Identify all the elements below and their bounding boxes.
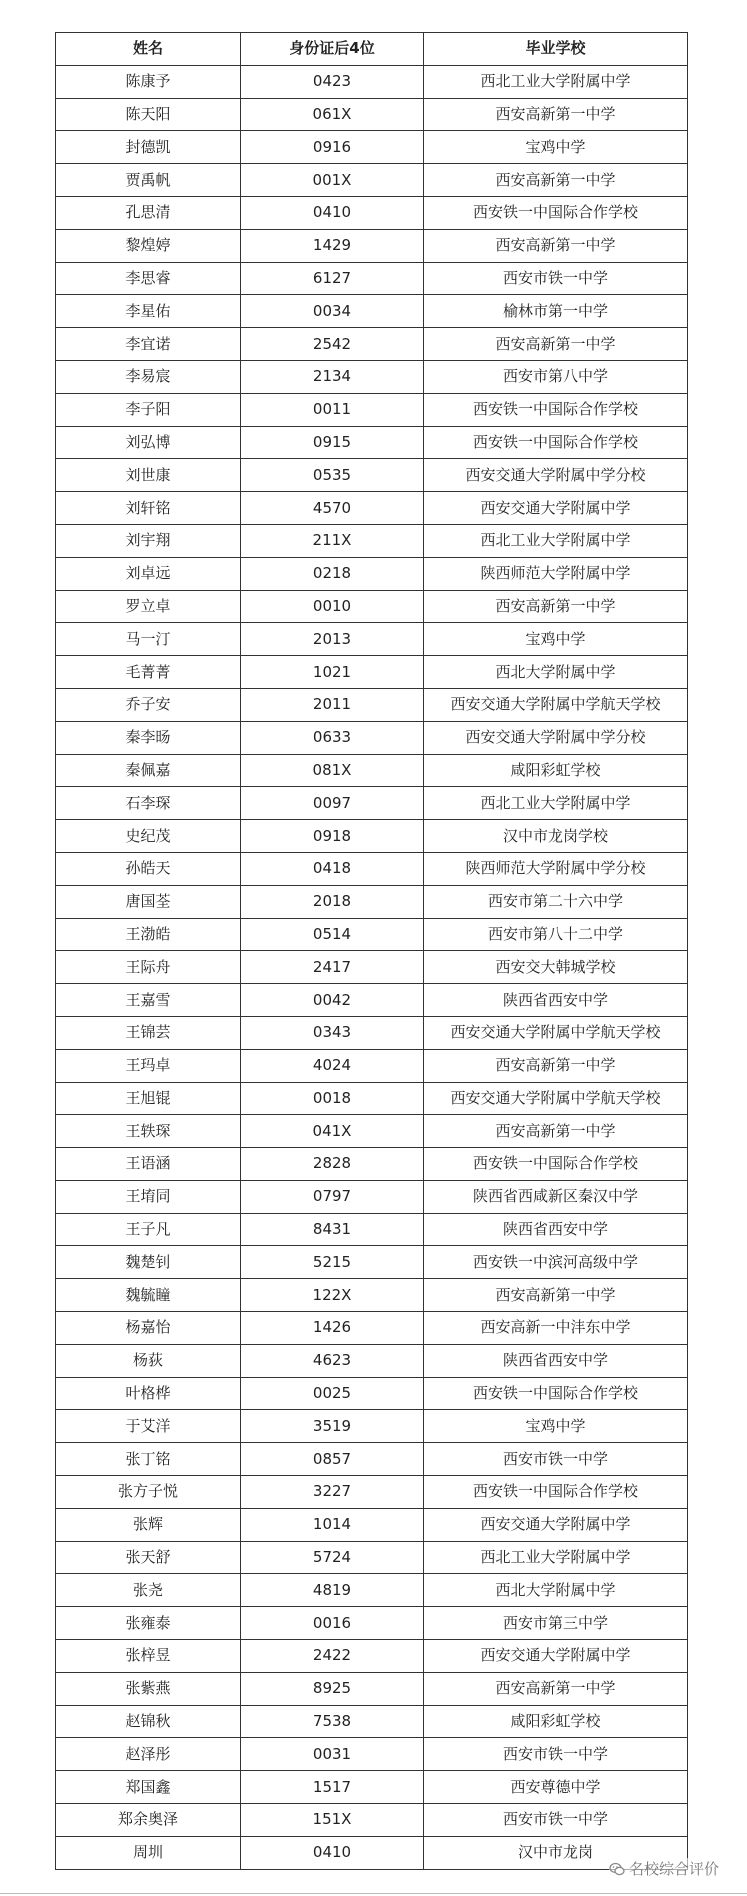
cell-school: 西安交通大学附属中学 [424, 1640, 688, 1673]
cell-school: 西安铁一中国际合作学校 [424, 393, 688, 426]
table-row [56, 1180, 688, 1213]
cell-school: 西安市第八中学 [424, 360, 688, 393]
cell-id-last4: 081X [241, 754, 424, 787]
cell-id-last4: 2417 [241, 951, 424, 984]
cell-id-last4: 4819 [241, 1574, 424, 1607]
cell-name: 魏毓瞳 [56, 1279, 241, 1312]
cell-name: 王语涵 [56, 1148, 241, 1181]
cell-id-last4: 4570 [241, 492, 424, 525]
table-row [56, 459, 688, 492]
cell-school: 汉中市龙岗学校 [424, 820, 688, 853]
cell-name: 贾禹帆 [56, 164, 241, 197]
cell-school: 西北大学附属中学 [424, 1574, 688, 1607]
cell-id-last4: 0034 [241, 295, 424, 328]
cell-name: 刘轩铭 [56, 492, 241, 525]
cell-name: 张紫燕 [56, 1672, 241, 1705]
cell-school: 西北工业大学附属中学 [424, 787, 688, 820]
table-row [56, 295, 688, 328]
table-row [56, 590, 688, 623]
cell-id-last4: 0423 [241, 65, 424, 98]
wechat-icon [609, 1861, 625, 1877]
table-row [56, 328, 688, 361]
cell-id-last4: 1429 [241, 229, 424, 262]
cell-name: 史纪茂 [56, 820, 241, 853]
cell-school: 西安高新第一中学 [424, 328, 688, 361]
cell-id-last4: 2542 [241, 328, 424, 361]
header-row [56, 33, 688, 66]
cell-id-last4: 0343 [241, 1016, 424, 1049]
cell-name: 张丁铭 [56, 1443, 241, 1476]
cell-school: 西安高新第一中学 [424, 1279, 688, 1312]
cell-name: 王轶琛 [56, 1115, 241, 1148]
cell-id-last4: 0633 [241, 721, 424, 754]
cell-name: 孙皓天 [56, 852, 241, 885]
table-row [56, 360, 688, 393]
cell-id-last4: 4024 [241, 1049, 424, 1082]
cell-id-last4: 122X [241, 1279, 424, 1312]
cell-school: 西安交通大学附属中学 [424, 1508, 688, 1541]
cell-id-last4: 0535 [241, 459, 424, 492]
cell-id-last4: 0016 [241, 1607, 424, 1640]
table-row [56, 754, 688, 787]
cell-name: 魏楚钊 [56, 1246, 241, 1279]
cell-name: 杨嘉怡 [56, 1312, 241, 1345]
cell-school: 西安交通大学附属中学航天学校 [424, 1082, 688, 1115]
cell-id-last4: 0218 [241, 557, 424, 590]
cell-school: 西安高新一中沣东中学 [424, 1312, 688, 1345]
cell-school: 西安市第八十二中学 [424, 918, 688, 951]
cell-id-last4: 0797 [241, 1180, 424, 1213]
table-row [56, 131, 688, 164]
table-row [56, 196, 688, 229]
cell-school: 西安市第三中学 [424, 1607, 688, 1640]
cell-school: 汉中市龙岗 [424, 1836, 688, 1869]
cell-name: 李宜诺 [56, 328, 241, 361]
cell-id-last4: 0915 [241, 426, 424, 459]
cell-name: 乔子安 [56, 688, 241, 721]
cell-name: 王锦芸 [56, 1016, 241, 1049]
cell-id-last4: 061X [241, 98, 424, 131]
cell-school: 西安高新第一中学 [424, 98, 688, 131]
table-row [56, 1574, 688, 1607]
cell-id-last4: 0042 [241, 984, 424, 1017]
table-row [56, 787, 688, 820]
table-row [56, 1607, 688, 1640]
cell-id-last4: 0018 [241, 1082, 424, 1115]
table-row [56, 1443, 688, 1476]
table-row [56, 688, 688, 721]
bottom-divider [0, 1893, 747, 1894]
table-row [56, 984, 688, 1017]
cell-name: 石李琛 [56, 787, 241, 820]
header-school: 毕业学校 [424, 33, 688, 66]
cell-id-last4: 0010 [241, 590, 424, 623]
cell-name: 张尧 [56, 1574, 241, 1607]
table-row [56, 1016, 688, 1049]
table-row [56, 393, 688, 426]
cell-id-last4: 2011 [241, 688, 424, 721]
cell-school: 陕西师范大学附属中学 [424, 557, 688, 590]
cell-school: 西安高新第一中学 [424, 229, 688, 262]
cell-name: 李易宸 [56, 360, 241, 393]
cell-school: 西安交通大学附属中学分校 [424, 721, 688, 754]
table-row [56, 1246, 688, 1279]
cell-name: 封德凯 [56, 131, 241, 164]
cell-id-last4: 0031 [241, 1738, 424, 1771]
cell-name: 郑余奥泽 [56, 1804, 241, 1837]
cell-id-last4: 8925 [241, 1672, 424, 1705]
cell-school: 西北大学附属中学 [424, 656, 688, 689]
cell-name: 刘宇翔 [56, 524, 241, 557]
cell-school: 西安交通大学附属中学 [424, 492, 688, 525]
cell-name: 赵泽彤 [56, 1738, 241, 1771]
cell-school: 陕西省西安中学 [424, 1344, 688, 1377]
cell-name: 罗立卓 [56, 590, 241, 623]
cell-school: 西安高新第一中学 [424, 1049, 688, 1082]
cell-name: 王嘉雪 [56, 984, 241, 1017]
cell-id-last4: 001X [241, 164, 424, 197]
table-row [56, 1213, 688, 1246]
cell-school: 西安铁一中国际合作学校 [424, 1476, 688, 1509]
table-row [56, 98, 688, 131]
cell-name: 陈康予 [56, 65, 241, 98]
cell-school: 西北工业大学附属中学 [424, 1541, 688, 1574]
cell-school: 西安高新第一中学 [424, 1115, 688, 1148]
table-row [56, 885, 688, 918]
cell-school: 西安市铁一中学 [424, 262, 688, 295]
cell-name: 王渤皓 [56, 918, 241, 951]
cell-name: 张梓昱 [56, 1640, 241, 1673]
watermark [609, 1858, 719, 1879]
cell-name: 李思睿 [56, 262, 241, 295]
cell-name: 周圳 [56, 1836, 241, 1869]
cell-name: 于艾洋 [56, 1410, 241, 1443]
cell-school: 宝鸡中学 [424, 131, 688, 164]
cell-school: 西安交通大学附属中学航天学校 [424, 1016, 688, 1049]
cell-id-last4: 1426 [241, 1312, 424, 1345]
table-row [56, 918, 688, 951]
cell-name: 郑国鑫 [56, 1771, 241, 1804]
cell-id-last4: 151X [241, 1804, 424, 1837]
cell-id-last4: 0410 [241, 196, 424, 229]
cell-id-last4: 0918 [241, 820, 424, 853]
cell-id-last4: 2013 [241, 623, 424, 656]
cell-school: 陕西省西安中学 [424, 1213, 688, 1246]
table-row [56, 1082, 688, 1115]
table-row [56, 951, 688, 984]
cell-school: 西安尊德中学 [424, 1771, 688, 1804]
cell-id-last4: 2134 [241, 360, 424, 393]
table-row [56, 1738, 688, 1771]
cell-id-last4: 0025 [241, 1377, 424, 1410]
table-row [56, 656, 688, 689]
cell-name: 王旭锟 [56, 1082, 241, 1115]
cell-name: 唐国荃 [56, 885, 241, 918]
cell-name: 张天舒 [56, 1541, 241, 1574]
cell-school: 宝鸡中学 [424, 623, 688, 656]
header-name: 姓名 [56, 33, 241, 66]
cell-id-last4: 2422 [241, 1640, 424, 1673]
cell-id-last4: 8431 [241, 1213, 424, 1246]
table-row [56, 557, 688, 590]
cell-id-last4: 3519 [241, 1410, 424, 1443]
table-row [56, 65, 688, 98]
cell-school: 西安高新第一中学 [424, 590, 688, 623]
table-row [56, 492, 688, 525]
cell-school: 西安交通大学附属中学航天学校 [424, 688, 688, 721]
table-row [56, 1705, 688, 1738]
cell-id-last4: 3227 [241, 1476, 424, 1509]
cell-school: 西安铁一中国际合作学校 [424, 1148, 688, 1181]
table-row [56, 820, 688, 853]
table-row [56, 1377, 688, 1410]
cell-id-last4: 4623 [241, 1344, 424, 1377]
cell-school: 咸阳彩虹学校 [424, 754, 688, 787]
table-row [56, 262, 688, 295]
cell-school: 西安铁一中滨河高级中学 [424, 1246, 688, 1279]
table-row [56, 524, 688, 557]
cell-school: 西安铁一中国际合作学校 [424, 1377, 688, 1410]
cell-name: 王玛卓 [56, 1049, 241, 1082]
table-row [56, 1640, 688, 1673]
cell-school: 西安铁一中国际合作学校 [424, 196, 688, 229]
cell-name: 秦佩嘉 [56, 754, 241, 787]
cell-school: 西安市铁一中学 [424, 1804, 688, 1837]
cell-school: 西北工业大学附属中学 [424, 65, 688, 98]
cell-id-last4: 0097 [241, 787, 424, 820]
cell-school: 宝鸡中学 [424, 1410, 688, 1443]
table-row [56, 1541, 688, 1574]
cell-name: 王子凡 [56, 1213, 241, 1246]
table-row [56, 1508, 688, 1541]
cell-id-last4: 2828 [241, 1148, 424, 1181]
table-row [56, 1836, 688, 1869]
cell-name: 刘弘博 [56, 426, 241, 459]
cell-school: 西安高新第一中学 [424, 1672, 688, 1705]
table-row [56, 1115, 688, 1148]
table-row [56, 164, 688, 197]
cell-school: 榆林市第一中学 [424, 295, 688, 328]
cell-id-last4: 1014 [241, 1508, 424, 1541]
table-body [56, 65, 688, 1869]
cell-school: 陕西师范大学附属中学分校 [424, 852, 688, 885]
table-row [56, 721, 688, 754]
cell-school: 西安交大韩城学校 [424, 951, 688, 984]
table-row [56, 1279, 688, 1312]
cell-name: 孔思清 [56, 196, 241, 229]
table-row [56, 1049, 688, 1082]
cell-school: 西安高新第一中学 [424, 164, 688, 197]
table-row [56, 1771, 688, 1804]
table-row [56, 623, 688, 656]
cell-name: 叶格桦 [56, 1377, 241, 1410]
cell-name: 赵锦秋 [56, 1705, 241, 1738]
cell-id-last4: 5724 [241, 1541, 424, 1574]
cell-school: 陕西省西安中学 [424, 984, 688, 1017]
cell-id-last4: 0418 [241, 852, 424, 885]
cell-name: 李子阳 [56, 393, 241, 426]
cell-school: 西安市铁一中学 [424, 1443, 688, 1476]
table-row [56, 1804, 688, 1837]
cell-school: 西安铁一中国际合作学校 [424, 426, 688, 459]
cell-school: 西安市铁一中学 [424, 1738, 688, 1771]
cell-id-last4: 0916 [241, 131, 424, 164]
table-row [56, 1148, 688, 1181]
cell-name: 陈天阳 [56, 98, 241, 131]
cell-name: 毛菁菁 [56, 656, 241, 689]
cell-name: 刘卓远 [56, 557, 241, 590]
cell-id-last4: 0011 [241, 393, 424, 426]
cell-name: 杨荻 [56, 1344, 241, 1377]
cell-id-last4: 211X [241, 524, 424, 557]
cell-id-last4: 041X [241, 1115, 424, 1148]
cell-name: 黎煌婷 [56, 229, 241, 262]
table-row [56, 229, 688, 262]
cell-id-last4: 1021 [241, 656, 424, 689]
table-row [56, 426, 688, 459]
cell-name: 刘世康 [56, 459, 241, 492]
cell-id-last4: 1517 [241, 1771, 424, 1804]
results-sheet [55, 32, 687, 1870]
cell-school: 陕西省西咸新区秦汉中学 [424, 1180, 688, 1213]
cell-name: 张方子悦 [56, 1476, 241, 1509]
table-row [56, 1672, 688, 1705]
cell-id-last4: 5215 [241, 1246, 424, 1279]
cell-id-last4: 0410 [241, 1836, 424, 1869]
table-row [56, 1410, 688, 1443]
cell-name: 马一汀 [56, 623, 241, 656]
cell-id-last4: 0857 [241, 1443, 424, 1476]
header-id-last4: 身份证后4位 [241, 33, 424, 66]
cell-name: 秦李旸 [56, 721, 241, 754]
cell-id-last4: 2018 [241, 885, 424, 918]
cell-name: 张雍泰 [56, 1607, 241, 1640]
cell-name: 王堉同 [56, 1180, 241, 1213]
cell-name: 王际舟 [56, 951, 241, 984]
cell-school: 西安市第二十六中学 [424, 885, 688, 918]
cell-id-last4: 0514 [241, 918, 424, 951]
cell-id-last4: 6127 [241, 262, 424, 295]
cell-id-last4: 7538 [241, 1705, 424, 1738]
student-table [55, 32, 688, 1870]
table-row [56, 1344, 688, 1377]
cell-school: 咸阳彩虹学校 [424, 1705, 688, 1738]
cell-name: 张辉 [56, 1508, 241, 1541]
table-row [56, 1312, 688, 1345]
table-row [56, 852, 688, 885]
cell-school: 西北工业大学附属中学 [424, 524, 688, 557]
table-row [56, 1476, 688, 1509]
cell-school: 西安交通大学附属中学分校 [424, 459, 688, 492]
cell-name: 李星佑 [56, 295, 241, 328]
watermark-text: 名校综合评价 [628, 1860, 719, 1878]
